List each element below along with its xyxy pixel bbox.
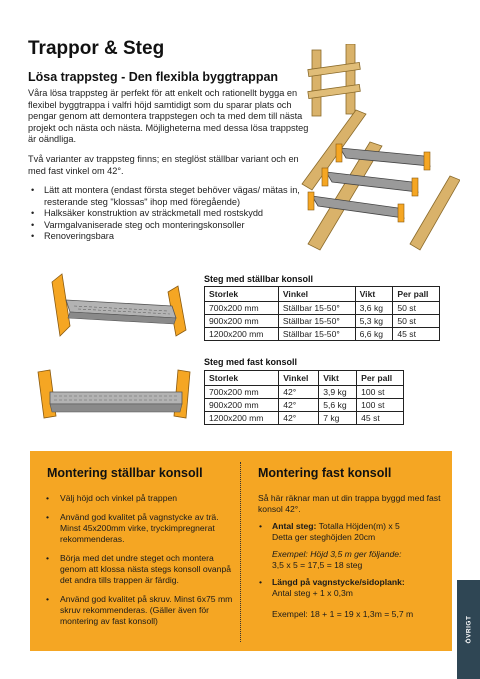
column-header: Vinkel [279,371,319,386]
table-cell: 42° [279,399,319,412]
column-header: Per pall [393,287,440,302]
mounting-adjustable-list [44,493,234,635]
table-cell: 900x200 mm [205,315,279,328]
example-1-line-1: Exempel: Höjd 3,5 m ger följande: [272,549,402,559]
column-header: Vikt [319,371,357,386]
step-count-item [258,521,448,532]
feature-item: • Halksäker konstruktion av sträckmetall med rostskydd [28,208,318,220]
table-row [205,302,440,315]
length-item [258,577,448,588]
table-cell: 900x200 mm [205,399,279,412]
example-2: Exempel: 18 + 1 = 19 x 1,3m = 5,7 m [272,609,414,619]
table-cell: 700x200 mm [205,302,279,315]
table-row [205,386,404,399]
adjustable-spec-table [204,286,440,341]
mounting-adjustable-title: Montering ställbar konsoll [47,466,203,480]
table-cell: 100 st [357,386,404,399]
fixed-spec-table [204,370,404,425]
table-cell: 5,6 kg [319,399,357,412]
column-header: Vikt [355,287,393,302]
column-divider [240,462,241,642]
table-cell: 42° [279,386,319,399]
table-cell: 1200x200 mm [205,412,279,425]
mounting-step: • Börja med det undre steget och montera genom att klossa nästa stegs konsoll ovanpå det andra tills trappen är färdig. [44,553,234,586]
column-header: Storlek [205,371,279,386]
fixed-step-image [36,366,194,424]
table-cell: Ställbar 15-50° [278,315,355,328]
intro-paragraph: Våra lösa trappsteg är perfekt för att enkelt och rationellt bygga en flexibel byggtrappa i valfri höjd samtidigt som du sparar plats och pengar genom att demontera trappstegen och ta med dem till nästa projekt och nästa och nästa. Möjligheterna med dessa lösa trappsteg är oändliga. [28,88,309,145]
length-label: Längd på vagnstycke/sidoplank: [272,577,405,587]
table-row [205,315,440,328]
mounting-fixed-intro: Så här räknar man ut din trappa byggd med fast konsol 42°. [258,493,441,514]
table-cell: 6,6 kg [355,328,393,341]
feature-item: • Renoveringsbara [28,231,318,243]
table-cell: 1200x200 mm [205,328,279,341]
step-count-label: Antal steg: [272,521,317,531]
feature-list [28,185,318,243]
table-row [205,328,440,341]
column-header: Storlek [205,287,279,302]
column-header: Per pall [357,371,404,386]
table-cell: 5,3 kg [355,315,393,328]
step-count-text: Totalla Höjden(m) x 5 [316,521,400,531]
mounting-fixed-title: Montering fast konsoll [258,466,392,480]
table-cell: 3,6 kg [355,302,393,315]
length-text: Antal steg + 1 x 0,3m [272,588,353,598]
adjustable-step-image [48,270,190,340]
variants-paragraph: Två varianter av trappsteg finns; en steglöst ställbar variant och en med fast vinkel om 42°. [28,154,299,176]
step-height-text: Detta ger steghöjden 20cm [272,532,376,542]
table-cell: 45 st [357,412,404,425]
table-cell: 700x200 mm [205,386,279,399]
example-1-line-2: 3,5 x 5 = 17,5 = 18 steg [272,560,363,570]
fixed-table-heading: Steg med fast konsoll [204,357,298,367]
table-cell: Ställbar 15-50° [278,302,355,315]
page-title: Trappor & Steg [28,38,165,59]
table-cell: 45 st [393,328,440,341]
side-tab-label: ÖVRIGT [465,615,473,644]
column-header: Vinkel [278,287,355,302]
mounting-step: • Välj höjd och vinkel på trappen [44,493,234,504]
table-row [205,412,404,425]
table-row [205,399,404,412]
table-cell: 50 st [393,302,440,315]
mounting-step: • Använd god kvalitet på skruv. Minst 6x75 mm skruv rekommenderas. (Gäller även för montering av fast konsoll) [44,594,234,627]
table-cell: 100 st [357,399,404,412]
staircase-illustration [300,44,460,254]
section-subtitle: Lösa trappsteg - Den flexibla byggtrappan [28,70,279,84]
mounting-step: • Använd god kvalitet på vagnstycke av trä. Minst 45x200mm virke, tryckimpregnerat rekommenderas. [44,512,234,545]
table-cell: Ställbar 15-50° [278,328,355,341]
adjustable-table-heading: Steg med ställbar konsoll [204,274,314,284]
mounting-fixed-content [258,493,448,626]
table-cell: 42° [279,412,319,425]
table-cell: 50 st [393,315,440,328]
table-cell: 3,9 kg [319,386,357,399]
feature-item: • Varmgalvaniserade steg och monteringskonsoller [28,220,318,232]
feature-item: • Lätt att montera (endast första steget behöver vägas/ mätas in, resterande steg "klossas" ihop med föregående) [28,185,318,208]
table-cell: 7 kg [319,412,357,425]
section-side-tab [457,580,480,679]
